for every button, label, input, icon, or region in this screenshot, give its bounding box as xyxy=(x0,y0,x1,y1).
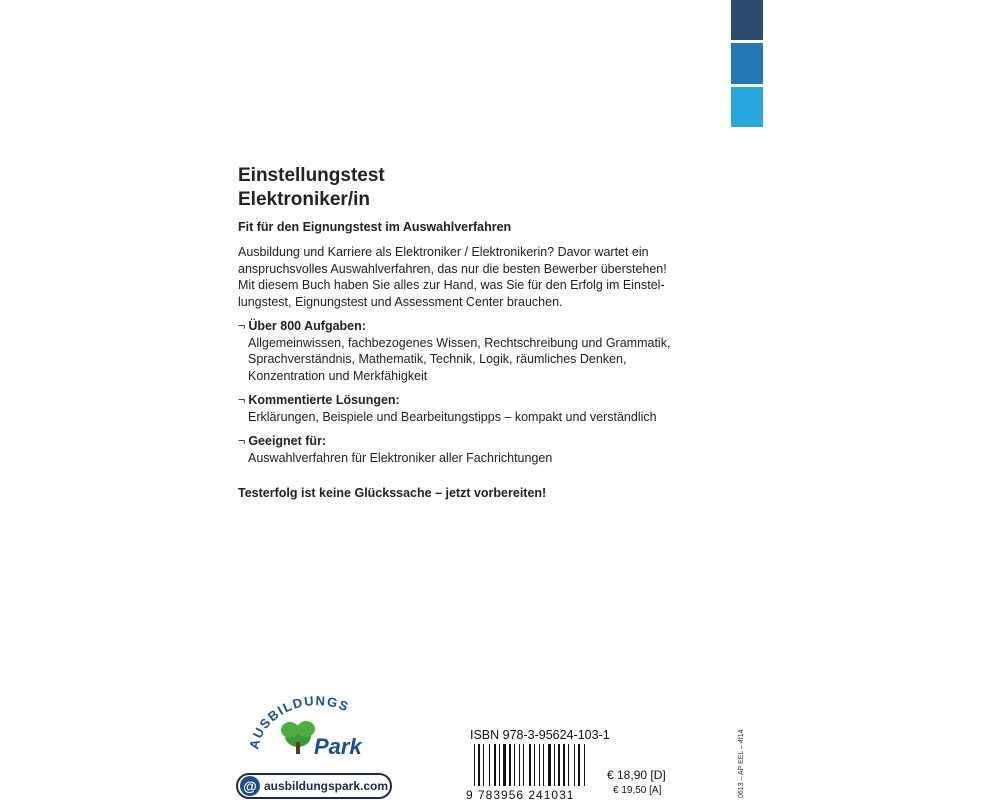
intro-line: Ausbildung und Karriere als Elektroniker / Elektronikerin? Davor wartet ein xyxy=(238,245,649,259)
book-title xyxy=(238,164,678,212)
feature-solutions xyxy=(238,392,678,425)
feature-heading: Geeignet für: xyxy=(248,434,327,448)
bullet-mark: ¬ xyxy=(238,319,246,333)
title-line-1: Einstellungstest xyxy=(238,165,385,186)
back-cover-text xyxy=(238,164,678,500)
intro-line: lungstest, Eignungstest und Assessment Center brauchen. xyxy=(238,294,563,309)
color-tab-dark xyxy=(731,0,763,40)
ausbildungspark-logo xyxy=(236,692,396,762)
feature-line: Konzentration und Merkfähigkeit xyxy=(248,368,428,383)
price-germany: € 18,90 [D] xyxy=(607,768,666,782)
feature-line: Erklärungen, Beispiele und Bearbeitungstipps – kompakt und verständlich xyxy=(248,409,657,424)
barcode xyxy=(460,744,602,800)
color-tab-light xyxy=(731,87,763,127)
intro-paragraph xyxy=(238,244,678,310)
isbn-text: ISBN 978-3-95624-103-1 xyxy=(470,728,610,742)
intro-line: Mit diesem Buch haben Sie alles zur Hand, was Sie für den Erfolg im Einstel- xyxy=(238,278,665,292)
intro-line: anspruchsvolles Auswahlverfahren, das nur die besten Bewerber überstehen! xyxy=(238,261,667,276)
price-austria: € 19,50 [A] xyxy=(613,785,662,796)
logo-word: Park xyxy=(314,734,362,759)
feature-line: Sprachverständnis, Mathematik, Technik, Logik, räumliches Denken, xyxy=(248,352,627,366)
bullet-mark: ¬ xyxy=(238,434,246,448)
at-icon: @ xyxy=(240,776,260,796)
book-subtitle: Fit für den Eignungstest im Auswahlverfahren xyxy=(238,220,512,234)
bullet-mark: ¬ xyxy=(238,393,246,407)
feature-suitable xyxy=(238,433,678,466)
feature-line: Auswahlverfahren für Elektroniker aller Fachrichtungen xyxy=(248,450,553,465)
feature-heading: Kommentierte Lösungen: xyxy=(248,393,400,407)
color-tab-mid xyxy=(731,43,763,84)
feature-line: Allgemeinwissen, fachbezogenes Wissen, Rechtschreibung und Grammatik, xyxy=(248,335,671,350)
feature-heading: Über 800 Aufgaben: xyxy=(248,319,366,333)
website-badge[interactable] xyxy=(236,773,392,799)
closing-slogan: Testerfolg ist keine Glückssache – jetzt vorbereiten! xyxy=(238,486,547,500)
title-line-2: Elektroniker/in xyxy=(238,189,370,210)
logo-arc-text: AUSBILDUNGS xyxy=(246,693,352,751)
feature-tasks xyxy=(238,318,678,384)
website-url: ausbildungspark.com xyxy=(264,779,389,793)
barcode-digits: 9 783956 241031 xyxy=(466,788,575,800)
side-print-code: 0613 – AP EEL – 4f14 xyxy=(738,729,745,798)
